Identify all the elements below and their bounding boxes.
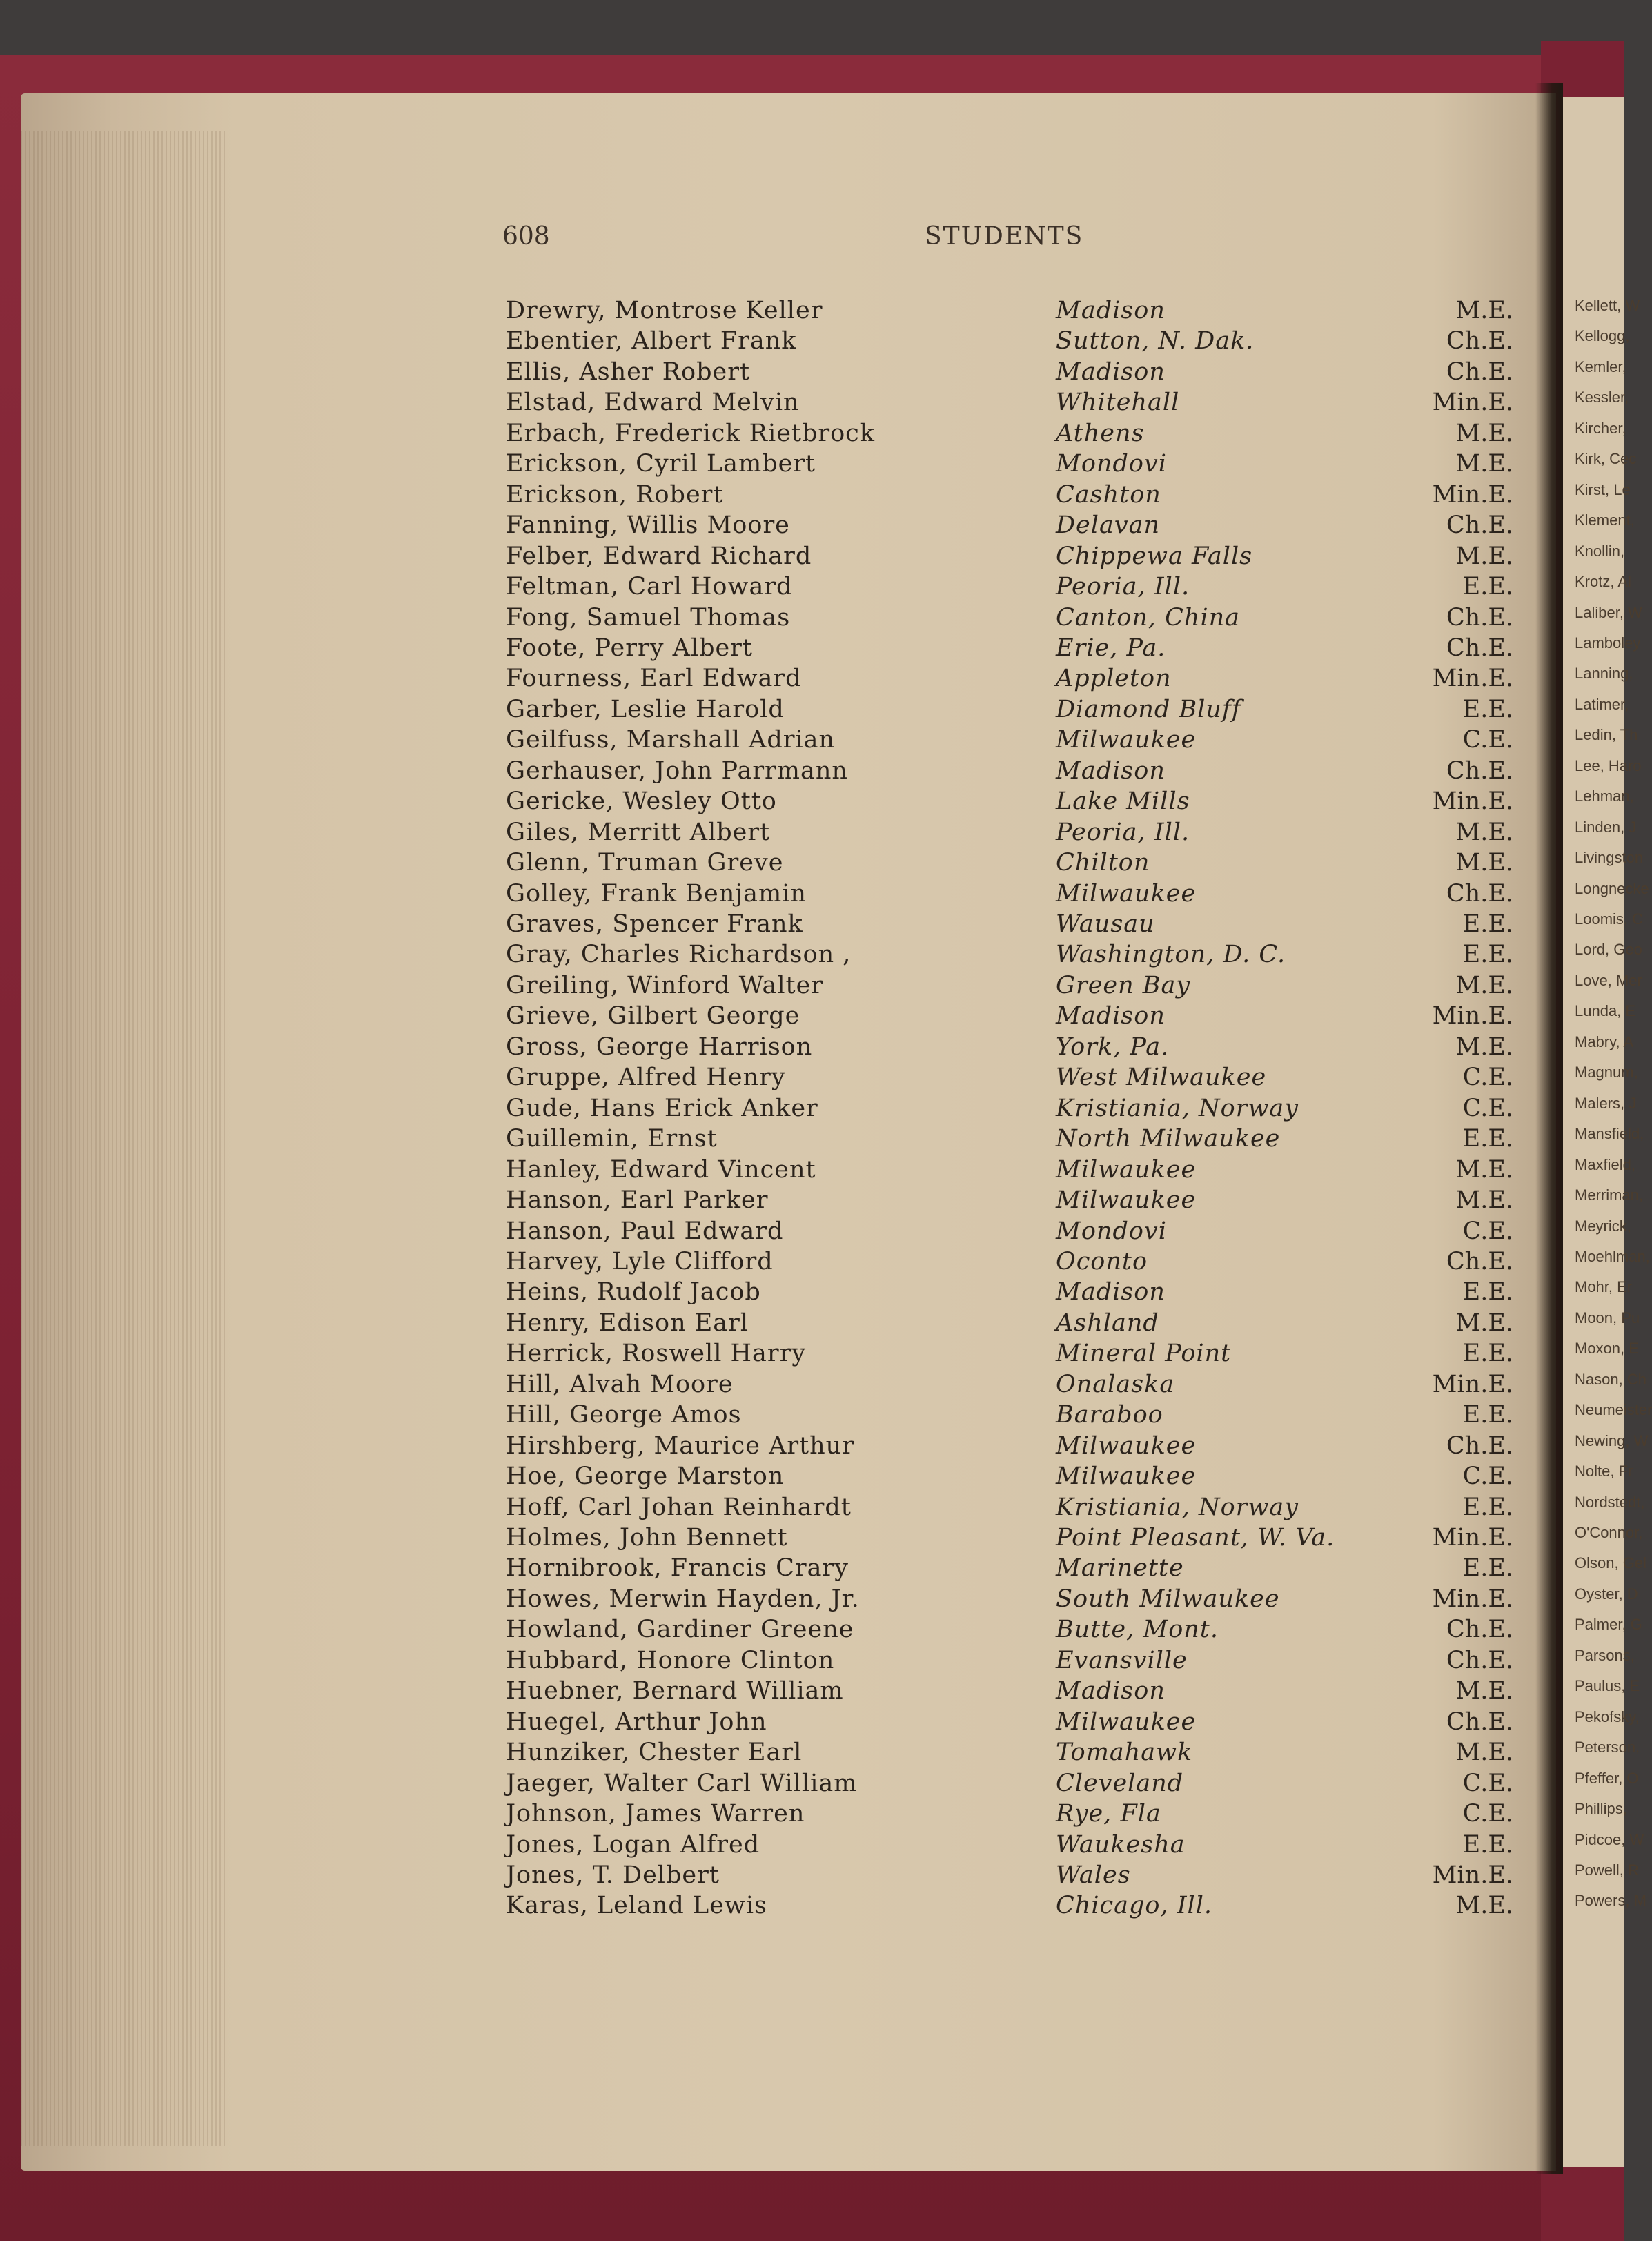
student-home: Mondovi (1056, 450, 1167, 478)
student-row (0, 295, 1535, 326)
student-row (0, 571, 1535, 602)
student-course: Min.E. (1432, 787, 1513, 816)
student-home: Point Pleasant, W. Va. (1056, 1524, 1335, 1552)
facing-page-line: Oyster, D (1575, 1585, 1638, 1603)
student-row (0, 1553, 1535, 1583)
student-home: Mineral Point (1056, 1340, 1232, 1368)
facing-page-line: Olson, Gel (1575, 1554, 1646, 1572)
student-course: Ch.E. (1446, 756, 1513, 785)
student-row (0, 603, 1535, 633)
student-home: Athens (1056, 419, 1145, 447)
student-home: Madison (1056, 358, 1166, 386)
student-home: Ashland (1056, 1309, 1159, 1337)
student-name: Grieve, Gilbert George (506, 1002, 800, 1030)
facing-page-line: Nordstedt, (1575, 1493, 1645, 1511)
facing-page-line: Mansfield, (1575, 1125, 1644, 1143)
student-home: Cleveland (1056, 1769, 1184, 1797)
student-row (0, 1093, 1535, 1124)
facing-page-line: Kircher, (1575, 419, 1626, 437)
student-name: Fourness, Earl Edward (506, 665, 802, 693)
student-name: Hunziker, Chester Earl (506, 1739, 803, 1767)
student-name: Geilfuss, Marshall Adrian (506, 726, 836, 754)
student-home: South Milwaukee (1056, 1585, 1280, 1613)
facing-page-line: Moehlman, (1575, 1247, 1650, 1265)
student-row (0, 387, 1535, 418)
student-name: Erickson, Cyril Lambert (506, 450, 816, 478)
running-head: STUDENTS (925, 222, 1084, 251)
student-name: Garber, Leslie Harold (506, 695, 785, 723)
student-row (0, 879, 1535, 909)
facing-page-line: Kellogg, (1575, 327, 1630, 345)
student-row (0, 1523, 1535, 1553)
student-home: Peoria, Ill. (1056, 818, 1190, 846)
student-row (0, 725, 1535, 755)
student-course: Ch.E. (1446, 358, 1513, 386)
facing-page-line: Palmer, G (1575, 1616, 1642, 1634)
student-name: Gross, George Harrison (506, 1033, 813, 1061)
student-home: Peoria, Ill. (1056, 573, 1190, 601)
student-home: Butte, Mont. (1056, 1616, 1219, 1644)
facing-page-line: Pfeffer, O (1575, 1769, 1639, 1787)
facing-page-line: Powers, M (1575, 1892, 1646, 1910)
facing-page-line: Maxfield, (1575, 1155, 1636, 1173)
student-course: E.E. (1462, 1125, 1513, 1153)
facing-page-line: Nolte, Fr (1575, 1462, 1633, 1480)
student-course: E.E. (1462, 573, 1513, 601)
student-row (0, 1246, 1535, 1277)
student-name: Jones, T. Delbert (506, 1861, 720, 1889)
facing-page-line: Lee, Haro (1575, 756, 1642, 774)
student-home: Milwaukee (1056, 1186, 1197, 1215)
facing-page-line: Neumeister (1575, 1401, 1652, 1419)
student-home: Chicago, Ill. (1056, 1892, 1213, 1920)
student-course: M.E. (1455, 1155, 1513, 1184)
student-name: Hubbard, Honore Clinton (506, 1646, 835, 1674)
facing-page-line: Nason, Ch (1575, 1370, 1646, 1388)
student-row (0, 1124, 1535, 1154)
student-home: Kristiania, Norway (1056, 1493, 1299, 1521)
facing-page-line: Kellett, W (1575, 297, 1640, 314)
student-row (0, 633, 1535, 663)
student-course: Ch.E. (1446, 1616, 1513, 1644)
student-course: M.E. (1455, 1186, 1513, 1215)
student-name: Fanning, Willis Moore (506, 511, 790, 540)
student-name: Hanson, Paul Edward (506, 1217, 784, 1245)
student-home: Madison (1056, 1278, 1166, 1307)
facing-page-line: Pekofsky, (1575, 1707, 1640, 1725)
facing-page-line: Newing, W (1575, 1431, 1649, 1449)
facing-page-line: Kessler, (1575, 389, 1629, 407)
student-home: Chilton (1056, 849, 1150, 877)
student-course: Ch.E. (1446, 1247, 1513, 1275)
student-course: M.E. (1455, 971, 1513, 999)
facing-page-line: Lanning, (1575, 665, 1633, 683)
facing-page-line: Latimer, (1575, 695, 1629, 713)
student-name: Gruppe, Alfred Henry (506, 1064, 786, 1092)
student-home: Madison (1056, 297, 1166, 324)
facing-page-line: Linden, J (1575, 818, 1637, 836)
student-home: Chippewa Falls (1056, 542, 1253, 570)
student-course: M.E. (1455, 1892, 1513, 1920)
student-home: Madison (1056, 1002, 1166, 1030)
facing-page-line: Lamboley (1575, 634, 1641, 652)
student-home: Madison (1056, 756, 1166, 785)
student-name: Howes, Merwin Hayden, Jr. (506, 1585, 860, 1613)
student-name: Heins, Rudolf Jacob (506, 1278, 761, 1307)
student-course: E.E. (1462, 910, 1513, 938)
student-home: Delavan (1056, 511, 1161, 540)
student-course: M.E. (1455, 297, 1513, 324)
student-name: Golley, Frank Benjamin (506, 879, 807, 908)
student-home: York, Pa. (1056, 1033, 1170, 1061)
student-home: Onalaska (1056, 1370, 1175, 1398)
facing-page-line: Klement, (1575, 511, 1635, 529)
student-course: M.E. (1455, 419, 1513, 447)
facing-page-line: Ledin, Th (1575, 726, 1638, 744)
book-gutter (1535, 83, 1563, 2174)
student-row (0, 480, 1535, 510)
student-name: Elstad, Edward Melvin (506, 389, 800, 417)
student-row (0, 1768, 1535, 1799)
student-home: Diamond Bluff (1056, 695, 1241, 723)
student-name: Ebentier, Albert Frank (506, 327, 797, 355)
facing-page-line: Moxon, E (1575, 1340, 1639, 1358)
student-name: Karas, Leland Lewis (506, 1892, 767, 1920)
student-row (0, 1584, 1535, 1614)
student-row (0, 326, 1535, 356)
student-name: Hirshberg, Maurice Arthur (506, 1431, 854, 1460)
student-row (0, 1614, 1535, 1645)
student-name: Greiling, Winford Walter (506, 971, 824, 999)
student-course: M.E. (1455, 450, 1513, 478)
student-home: Kristiania, Norway (1056, 1094, 1299, 1122)
student-row (0, 1707, 1535, 1737)
student-home: Wales (1056, 1861, 1131, 1889)
student-row (0, 663, 1535, 694)
student-row (0, 909, 1535, 939)
student-row (0, 817, 1535, 848)
student-row (0, 848, 1535, 878)
facing-page-line: Magnum, (1575, 1064, 1638, 1082)
student-course: Min.E. (1432, 665, 1513, 693)
student-home: Milwaukee (1056, 726, 1197, 754)
student-name: Ellis, Asher Robert (506, 358, 751, 386)
student-home: Erie, Pa. (1056, 634, 1166, 662)
student-course: Ch.E. (1446, 879, 1513, 908)
facing-page-line: Kirk, Cec (1575, 450, 1637, 468)
student-home: Evansville (1056, 1646, 1188, 1674)
student-home: Milwaukee (1056, 879, 1197, 908)
student-name: Huebner, Bernard William (506, 1677, 844, 1705)
student-row (0, 1431, 1535, 1461)
student-name: Hornibrook, Francis Crary (506, 1554, 849, 1583)
student-course: Ch.E. (1446, 327, 1513, 355)
student-row (0, 357, 1535, 387)
student-row (0, 1645, 1535, 1676)
student-row (0, 1799, 1535, 1829)
student-course: E.E. (1462, 1830, 1513, 1859)
facing-page-line: Lunda, E (1575, 1002, 1636, 1020)
student-course: Min.E. (1432, 1585, 1513, 1613)
student-home: Lake Mills (1056, 787, 1190, 816)
student-row (0, 786, 1535, 816)
student-course: C.E. (1462, 1462, 1513, 1491)
facing-page-line: Mabry, A (1575, 1033, 1634, 1050)
facing-page-line: Love, Mer (1575, 971, 1642, 989)
student-name: Howland, Gardiner Greene (506, 1616, 854, 1644)
student-course: Ch.E. (1446, 603, 1513, 632)
student-name: Gray, Charles Richardson , (506, 941, 852, 969)
student-course: C.E. (1462, 1769, 1513, 1797)
student-row (0, 970, 1535, 1001)
student-home: Waukesha (1056, 1830, 1186, 1859)
student-home: Appleton (1056, 665, 1172, 693)
student-course: M.E. (1455, 1033, 1513, 1061)
facing-page-line: Lehman, (1575, 787, 1634, 805)
student-name: Gericke, Wesley Otto (506, 787, 777, 816)
student-row (0, 1830, 1535, 1860)
student-name: Feltman, Carl Howard (506, 573, 793, 601)
facing-page-line: Krotz, Al (1575, 573, 1631, 591)
student-name: Drewry, Montrose Keller (506, 297, 823, 324)
facing-page-line: Kemler, (1575, 358, 1626, 375)
student-course: Min.E. (1432, 1524, 1513, 1552)
student-name: Fong, Samuel Thomas (506, 603, 791, 632)
student-row (0, 1062, 1535, 1093)
student-name: Guillemin, Ernst (506, 1125, 718, 1153)
student-course: Ch.E. (1446, 1707, 1513, 1736)
student-row (0, 1369, 1535, 1400)
student-row (0, 449, 1535, 479)
student-name: Felber, Edward Richard (506, 542, 812, 570)
student-home: Canton, China (1056, 603, 1241, 632)
student-row (0, 1185, 1535, 1215)
student-course: C.E. (1462, 726, 1513, 754)
student-name: Jones, Logan Alfred (506, 1830, 760, 1859)
student-name: Holmes, John Bennett (506, 1524, 788, 1552)
facing-page-line: Paulus, E (1575, 1677, 1640, 1695)
student-row (0, 1308, 1535, 1338)
student-home: Rye, Fla (1056, 1800, 1161, 1828)
facing-page-line: Parsons, (1575, 1646, 1635, 1664)
student-name: Harvey, Lyle Clifford (506, 1247, 774, 1275)
student-course: E.E. (1462, 1278, 1513, 1307)
student-name: Giles, Merritt Albert (506, 818, 771, 846)
student-course: M.E. (1455, 1739, 1513, 1767)
student-name: Hoff, Carl Johan Reinhardt (506, 1493, 852, 1521)
facing-page-line: Meyrick, (1575, 1217, 1631, 1235)
student-course: E.E. (1462, 1493, 1513, 1521)
facing-page-line: Lord, Geo (1575, 941, 1642, 959)
student-home: Milwaukee (1056, 1431, 1197, 1460)
student-name: Hanley, Edward Vincent (506, 1155, 816, 1184)
student-name: Gerhauser, John Parrmann (506, 756, 848, 785)
student-course: Min.E. (1432, 1370, 1513, 1398)
student-name: Hill, Alvah Moore (506, 1370, 734, 1398)
student-name: Hoe, George Marston (506, 1462, 785, 1491)
student-row (0, 1492, 1535, 1523)
student-course: M.E. (1455, 849, 1513, 877)
student-row (0, 939, 1535, 970)
student-name: Erickson, Robert (506, 480, 724, 509)
student-row (0, 1216, 1535, 1246)
student-home: Milwaukee (1056, 1707, 1197, 1736)
student-row (0, 1461, 1535, 1491)
student-course: M.E. (1455, 1677, 1513, 1705)
student-home: Milwaukee (1056, 1462, 1197, 1491)
student-course: C.E. (1462, 1064, 1513, 1092)
student-name: Gude, Hans Erick Anker (506, 1094, 818, 1122)
student-row (0, 510, 1535, 540)
student-home: Whitehall (1056, 389, 1180, 417)
student-home: Marinette (1056, 1554, 1184, 1583)
student-name: Glenn, Truman Greve (506, 849, 784, 877)
student-row (0, 1155, 1535, 1185)
student-row (0, 1001, 1535, 1031)
student-home: Madison (1056, 1677, 1166, 1705)
student-name: Hanson, Earl Parker (506, 1186, 769, 1215)
student-row (0, 1277, 1535, 1307)
student-course: Ch.E. (1446, 1431, 1513, 1460)
page-number: 608 (502, 222, 550, 251)
facing-page-line: Longnecke (1575, 879, 1649, 897)
student-home: Sutton, N. Dak. (1056, 327, 1255, 355)
student-row (0, 756, 1535, 786)
student-home: Wausau (1056, 910, 1155, 938)
facing-page-line: Merriman, (1575, 1186, 1644, 1204)
student-row (0, 1676, 1535, 1706)
student-name: Erbach, Frederick Rietbrock (506, 419, 875, 447)
student-course: Ch.E. (1446, 634, 1513, 662)
student-row (0, 541, 1535, 571)
student-row (0, 1338, 1535, 1369)
student-course: M.E. (1455, 1309, 1513, 1337)
student-name: Foote, Perry Albert (506, 634, 753, 662)
student-home: Baraboo (1056, 1401, 1163, 1429)
student-course: M.E. (1455, 542, 1513, 570)
student-course: Min.E. (1432, 389, 1513, 417)
student-home: Mondovi (1056, 1217, 1167, 1245)
student-row (0, 1860, 1535, 1890)
student-course: Ch.E. (1446, 511, 1513, 540)
student-course: E.E. (1462, 695, 1513, 723)
facing-page-line: Kirst, Le (1575, 480, 1631, 498)
facing-page-line: Laliber, W (1575, 603, 1642, 621)
student-home: West Milwaukee (1056, 1064, 1267, 1092)
facing-page-line: Moon, Pu (1575, 1309, 1640, 1327)
facing-page-line: Loomis, C (1575, 910, 1644, 928)
student-name: Jaeger, Walter Carl William (506, 1769, 858, 1797)
student-row (0, 1890, 1535, 1921)
facing-page-line: Peterson, (1575, 1739, 1640, 1756)
student-course: Min.E. (1432, 1861, 1513, 1889)
facing-page-line: Knollin, (1575, 542, 1625, 560)
student-name: Johnson, James Warren (506, 1800, 805, 1828)
student-name: Henry, Edison Earl (506, 1309, 749, 1337)
facing-page-line: Pidcoe, W (1575, 1830, 1644, 1848)
student-home: Washington, D. C. (1056, 941, 1286, 969)
student-course: E.E. (1462, 1340, 1513, 1368)
student-row (0, 418, 1535, 449)
student-home: Tomahawk (1056, 1739, 1193, 1767)
facing-page-line: Phillips, (1575, 1800, 1627, 1818)
student-course: Min.E. (1432, 480, 1513, 509)
student-name: Hill, George Amos (506, 1401, 742, 1429)
student-row (0, 1032, 1535, 1062)
facing-page-line: O'Connor, (1575, 1524, 1643, 1541)
facing-page-line: Powell, R (1575, 1861, 1639, 1879)
facing-page-line: Livingston (1575, 849, 1644, 867)
student-home: Milwaukee (1056, 1155, 1197, 1184)
facing-page-line: Malers, J (1575, 1094, 1637, 1112)
student-name: Huegel, Arthur John (506, 1707, 767, 1736)
student-course: E.E. (1462, 941, 1513, 969)
student-row (0, 694, 1535, 725)
student-home: Oconto (1056, 1247, 1148, 1275)
student-home: North Milwaukee (1056, 1125, 1281, 1153)
student-name: Herrick, Roswell Harry (506, 1340, 807, 1368)
student-course: C.E. (1462, 1800, 1513, 1828)
student-course: C.E. (1462, 1217, 1513, 1245)
student-course: Min.E. (1432, 1002, 1513, 1030)
student-row (0, 1737, 1535, 1768)
student-name: Graves, Spencer Frank (506, 910, 803, 938)
student-course: E.E. (1462, 1554, 1513, 1583)
student-course: M.E. (1455, 818, 1513, 846)
student-home: Cashton (1056, 480, 1161, 509)
student-row (0, 1400, 1535, 1430)
student-course: E.E. (1462, 1401, 1513, 1429)
student-home: Green Bay (1056, 971, 1191, 999)
student-course: Ch.E. (1446, 1646, 1513, 1674)
student-course: C.E. (1462, 1094, 1513, 1122)
facing-page-line: Mohr, Er (1575, 1278, 1633, 1296)
